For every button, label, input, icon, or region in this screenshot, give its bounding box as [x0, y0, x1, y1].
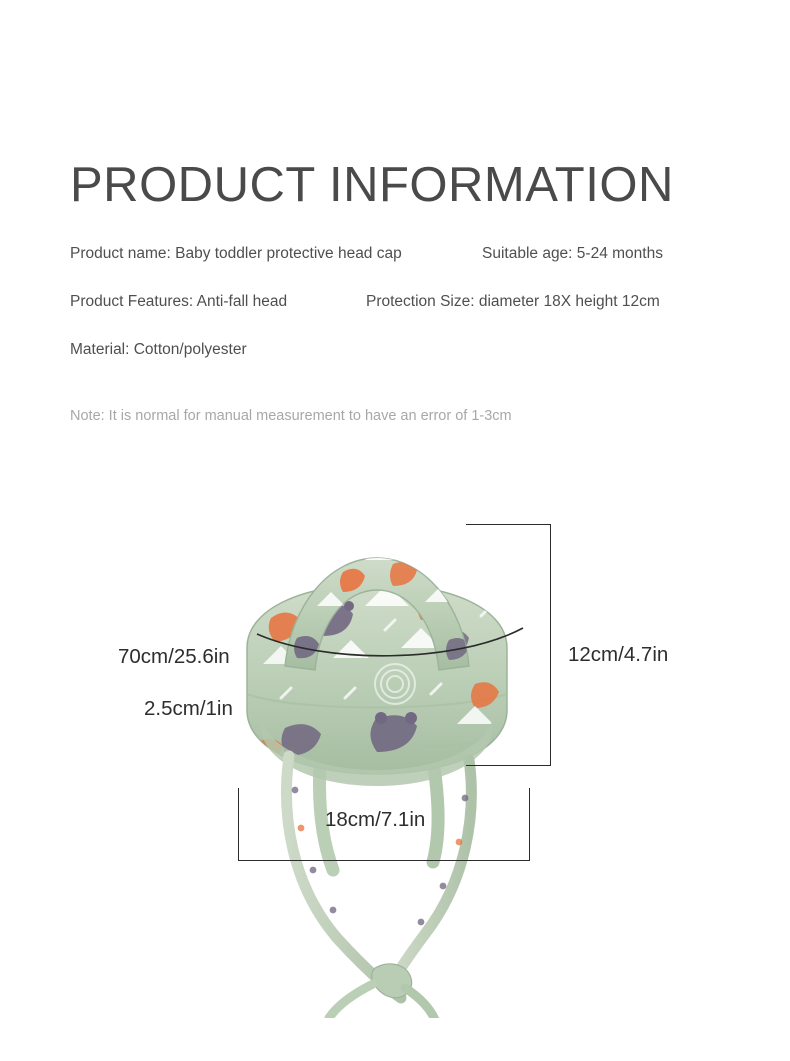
dimension-diameter-label: 18cm/7.1in	[325, 808, 426, 831]
dimension-thickness-label: 2.5cm/1in	[144, 697, 233, 720]
measurement-note: Note: It is normal for manual measurement to have an error of 1-3cm	[70, 408, 512, 424]
spec-product-features: Product Features: Anti-fall head	[70, 293, 288, 310]
page-title: PRODUCT INFORMATION	[70, 157, 674, 212]
spec-product-name: Product name: Baby toddler protective head cap	[70, 245, 402, 262]
height-bracket	[466, 524, 551, 766]
dimension-circumference-label: 70cm/25.6in	[118, 645, 230, 668]
spec-protection-size: Protection Size: diameter 18X height 12cm	[366, 293, 660, 310]
dimension-height-label: 12cm/4.7in	[568, 643, 669, 666]
product-illustration	[0, 470, 790, 1050]
spec-suitable-age: Suitable age: 5-24 months	[482, 245, 663, 262]
spec-material: Material: Cotton/polyester	[70, 341, 247, 358]
